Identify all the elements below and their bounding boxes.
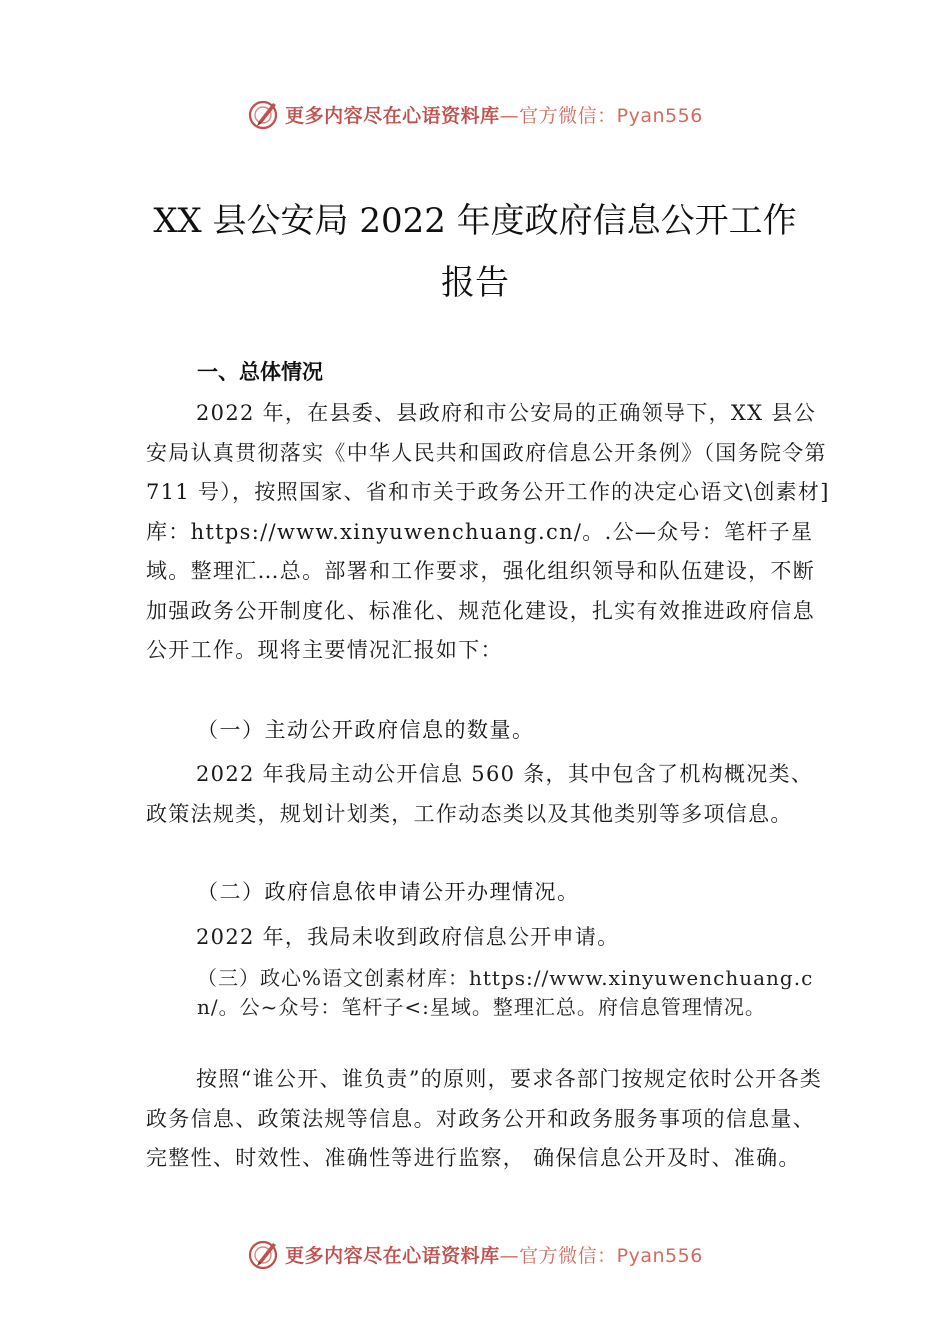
subheading-1: （一）主动公开政府信息的数量。 <box>197 718 535 742</box>
footer-banner <box>0 1232 950 1276</box>
header-banner <box>0 92 950 136</box>
banner-wechat-text: —官方微信：Pyan556 <box>499 104 703 127</box>
title-line-1: XX 县公安局 2022 年度政府信息公开工作 <box>153 201 797 241</box>
subheading-2: （二）政府信息依申请公开办理情况。 <box>197 880 580 904</box>
paragraph-management: 按照“谁公开、谁负责”的原则，要求各部门按规定依时公开各类政务信息、政策法规等信息。对政务公开和政务服务事项的信息量、完整性、时效性、准确性等进行监察， 确保信息公开及时、准确。 <box>146 1067 823 1170</box>
banner-text <box>285 101 703 128</box>
paragraph-applications: 2022 年，我局未收到政府信息公开申请。 <box>196 925 620 949</box>
banner-main-text: 更多内容尽在心语资料库 <box>285 104 500 127</box>
banner-main-text: 更多内容尽在心语资料库 <box>285 1244 500 1267</box>
subheading-3: （三）政心%语文创素材库：https://www.xinyuwenchuang.cn/。公~众号：笔杆子<:星域。整理汇总。府信息管理情况。 <box>197 966 814 1019</box>
paragraph-overview: 2022 年，在县委、县政府和市公安局的正确领导下，XX 县公安局认真贯彻落实《中华人民共和国政府信息公开条例》（国务院令第 711 号），按照国家、省和市关于政务公开工作的决定心语文\创素材]库：https://www.xinyuwenchuang.cn/。.公—众号：笔杆子星域。整理汇…总。部署和工作要求，强化组织领导和队伍建设，不断加强政务公开制度化、标准化、规范化建设，扎实有效推进政府信息公开工作。现将主要情况汇报如下： <box>146 401 830 662</box>
pen-seal-icon <box>247 1237 281 1271</box>
document-title <box>75 190 875 314</box>
paragraph-active-disclosure: 2022 年我局主动公开信息 560 条，其中包含了机构概况类、政策法规类，规划计划类，工作动态类以及其他类别等多项信息。 <box>146 762 814 826</box>
title-line-2: 报告 <box>441 263 509 303</box>
banner-text <box>285 1241 703 1268</box>
section-heading: 一、总体情况 <box>197 360 323 384</box>
banner-wechat-text: —官方微信：Pyan556 <box>499 1244 703 1267</box>
pen-seal-icon <box>247 97 281 131</box>
